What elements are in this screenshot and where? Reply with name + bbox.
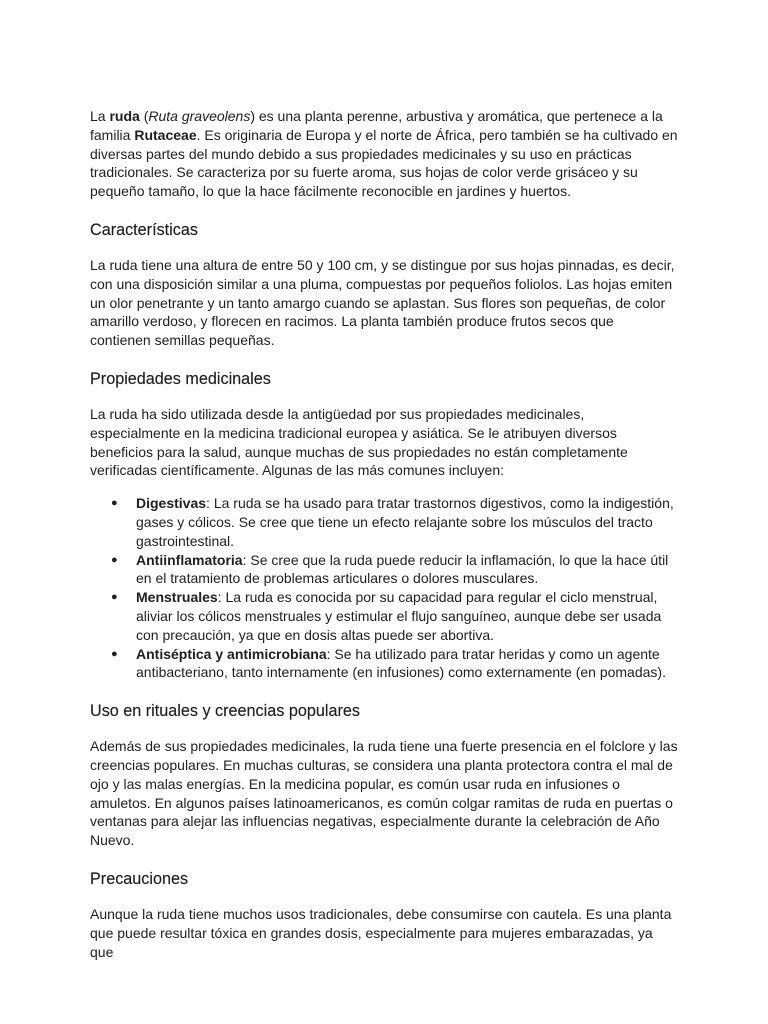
bullet-icon: ●	[111, 591, 118, 604]
heading-precauciones: Precauciones	[90, 869, 189, 888]
intro-text-4: . Es originaria de Europa y el norte de África, pero también se ha cultivado en diversas partes del mundo debido a sus propiedades medicinales y su uso en prácticas tradicionales. Se caracteriza por su fuerte aroma, sus hojas de color verde grisáceo y su pequeño tamaño, lo que la hace fácilmente reconocible en jardines y huertos.	[90, 126, 678, 200]
intro-text-1: La	[90, 108, 110, 124]
list-item-term: Antiséptica y antimicrobiana	[136, 645, 327, 662]
properties-list	[90, 494, 678, 682]
intro-paragraph	[90, 107, 678, 201]
list-item-text: : Se cree que la ruda puede reducir la inflamación, lo que la hace útil en el tratamiento de problemas articulares o dolores musculares.	[136, 551, 669, 587]
heading-uso: Uso en rituales y creencias populares	[90, 702, 360, 721]
bullet-icon: ●	[111, 497, 118, 510]
list-item-text: : Se ha utilizado para tratar heridas y como un agente antibacteriano, tanto internamente (en infusiones) como externamente (en pomadas).	[136, 645, 666, 681]
paragraph-uso: Además de sus propiedades medicinales, la ruda tiene una fuerte presencia en el folclore y las creencias populares. En muchas culturas, se considera una planta protectora contra el mal de ojo y las malas energías. En la medicina popular, es común usar ruda en infusiones o amuletos. En algunos países latinoamericanos, es común colgar ramitas de ruda en puertas o ventanas para alejar las influencias negativas, especialmente durante la celebración de Año Nuevo.	[90, 738, 678, 849]
intro-text-2: (	[139, 108, 149, 124]
list-item-digestivas	[90, 494, 678, 550]
plant-name: ruda	[109, 108, 140, 124]
list-item-menstruales	[90, 588, 678, 644]
list-item-text: : La ruda es conocida por su capacidad para regular el ciclo menstrual, aliviar los cólicos menstruales y estimular el flujo sanguíneo, aunque debe ser usada con precaución, ya que en dosis altas puede ser abortiva.	[136, 589, 662, 643]
heading-caracteristicas: Características	[90, 220, 198, 239]
list-item-text: : La ruda se ha usado para tratar trastornos digestivos, como la indigestión, gases y cólicos. Se cree que tiene un efecto relajante sobre los músculos del tracto gastrointestinal.	[136, 495, 674, 549]
list-item-antiseptica	[90, 645, 678, 683]
list-item-term: Menstruales	[136, 589, 218, 606]
list-item-term: Antiinflamatoria	[136, 551, 243, 568]
paragraph-propiedades: La ruda ha sido utilizada desde la antigüedad por sus propiedades medicinales, especialmente en la medicina tradicional europea y asiática. Se le atribuyen diversos beneficios para la salud, aunque muchas de sus propiedades no están completamente verificadas científicamente. Algunas de las más comunes incluyen:	[90, 405, 628, 479]
paragraph-caracteristicas: La ruda tiene una altura de entre 50 y 100 cm, y se distingue por sus hojas pinnadas, es decir, con una disposición similar a una pluma, compuestas por pequeños foliolos. Las hojas emiten un olor penetrante y un tanto amargo cuando se aplastan. Sus flores son pequeñas, de color amarillo verdoso, y florecen en racimos. La planta también produce frutos secos que contienen semillas pequeñas.	[90, 256, 675, 349]
paragraph-precauciones: Aunque la ruda tiene muchos usos tradicionales, debe consumirse con cautela. Es una planta que puede resultar tóxica en grandes dosis, especialmente para mujeres embarazadas, ya que	[90, 905, 672, 960]
list-item-term: Digestivas	[136, 495, 207, 512]
heading-propiedades: Propiedades medicinales	[90, 369, 271, 388]
bullet-icon: ●	[111, 647, 118, 660]
latin-name: Ruta graveolens	[148, 108, 251, 124]
intro-text-3: ) es una planta perenne, arbustiva y aromática, que pertenece a la familia	[90, 108, 663, 143]
bullet-icon: ●	[111, 553, 118, 566]
list-item-antiinflamatoria	[90, 551, 678, 589]
family-name: Rutaceae	[134, 126, 197, 143]
